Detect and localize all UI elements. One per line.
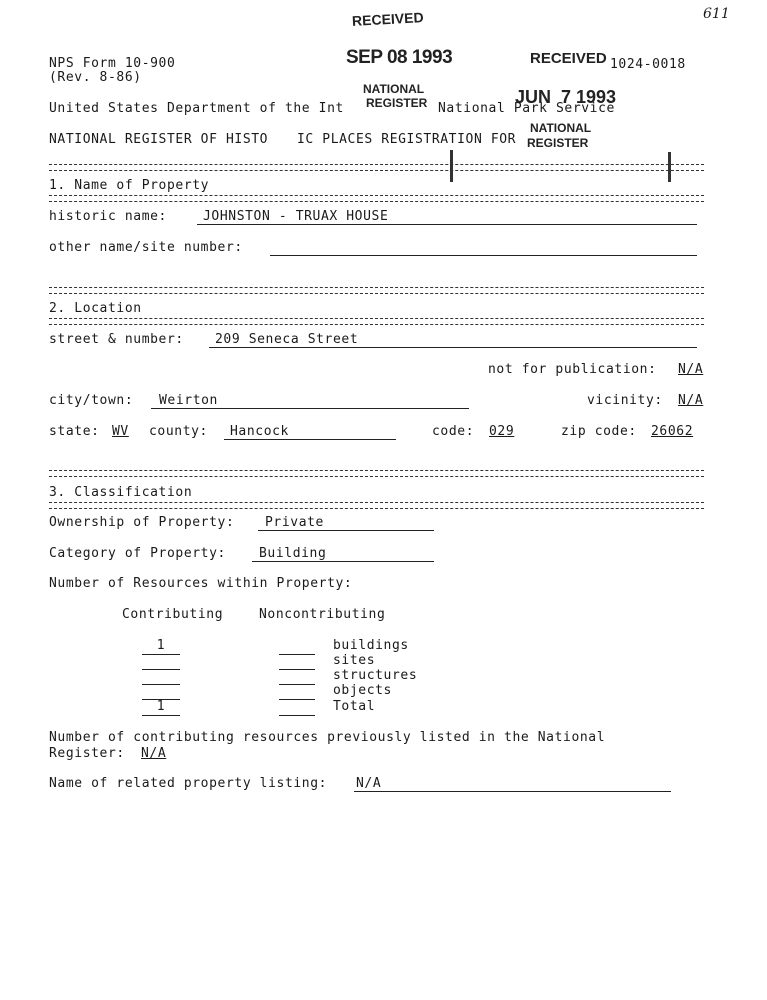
received-stamp-1: RECEIVED [351,9,424,29]
city-label: city/town: [49,393,134,408]
code-label: code: [432,424,475,439]
county-value[interactable]: Hancock [230,424,289,439]
section-2-heading: 2. Location [49,301,142,316]
zip-value[interactable]: 26062 [651,424,694,439]
ownership-label: Ownership of Property: [49,515,235,530]
contributing-total[interactable]: 1 [142,699,180,716]
noncontributing-objects[interactable] [279,683,315,700]
received-stamp-2: RECEIVED [530,50,607,67]
section-divider [49,318,704,325]
vicinity-value[interactable]: N/A [678,393,704,408]
date-stamp-1: SEP 08 1993 [346,47,453,68]
vicinity-label: vicinity: [587,393,663,408]
street-label: street & number: [49,332,184,347]
section-divider [49,502,704,509]
county-label: county: [149,424,208,439]
row-label-sites: sites [333,653,376,668]
section-divider [49,470,704,477]
contributing-buildings[interactable]: 1 [142,638,180,655]
not-for-publication-value[interactable]: N/A [678,362,704,377]
omb-number: 1024-0018 [610,57,686,72]
section-divider [49,287,704,294]
section-divider [49,195,704,202]
row-label-structures: structures [333,668,418,683]
not-for-publication-label: not for publication: [488,362,657,377]
register-stamp-2: REGISTER [527,136,589,150]
related-listing-line [354,791,671,792]
contributing-header: Contributing [122,607,224,622]
section-1-heading: 1. Name of Property [49,178,210,193]
row-label-buildings: buildings [333,638,409,653]
row-label-total: Total [333,699,376,714]
row-label-objects: objects [333,683,392,698]
section-3-heading: 3. Classification [49,485,193,500]
related-listing-value[interactable]: N/A [356,776,382,791]
agency-left: United States Department of the Int [49,101,344,116]
previously-listed-line2: Register: [49,746,125,761]
section-divider [49,164,704,171]
register-stamp-1: REGISTER [366,96,428,110]
historic-name-label: historic name: [49,209,167,224]
noncontributing-total[interactable] [279,699,315,716]
related-listing-label: Name of related property listing: [49,776,328,791]
historic-name-value[interactable]: JOHNSTON - TRUAX HOUSE [203,209,389,224]
code-value[interactable]: 029 [489,424,515,439]
contributing-objects[interactable] [142,683,180,700]
noncontributing-header: Noncontributing [259,607,386,622]
other-name-line [270,255,697,256]
previously-listed-line1: Number of contributing resources previously listed in the National [49,730,606,745]
ownership-value[interactable]: Private [265,515,324,530]
other-name-label: other name/site number: [49,240,243,255]
zip-label: zip code: [561,424,637,439]
agency-right: National Park Service [438,101,615,116]
state-value[interactable]: WV [112,424,129,439]
page-number: 611 [703,6,730,22]
form-number: NPS Form 10-900 [49,56,176,71]
national-stamp-2: NATIONAL [530,121,592,135]
city-value[interactable]: Weirton [159,393,218,408]
form-title-left: NATIONAL REGISTER OF HISTO [49,132,269,147]
previously-listed-value[interactable]: N/A [141,746,167,761]
resources-label: Number of Resources within Property: [49,576,353,591]
date-stamp-2: JUN 7 1993 [515,87,617,107]
category-label: Category of Property: [49,546,226,561]
state-label: state: [49,424,100,439]
national-stamp-1: NATIONAL [363,82,425,96]
form-revision: (Rev. 8-86) [49,70,142,85]
category-value[interactable]: Building [259,546,327,561]
street-value[interactable]: 209 Seneca Street [215,332,359,347]
form-title-mid: IC PLACES REGISTRATION FOR [297,132,517,147]
